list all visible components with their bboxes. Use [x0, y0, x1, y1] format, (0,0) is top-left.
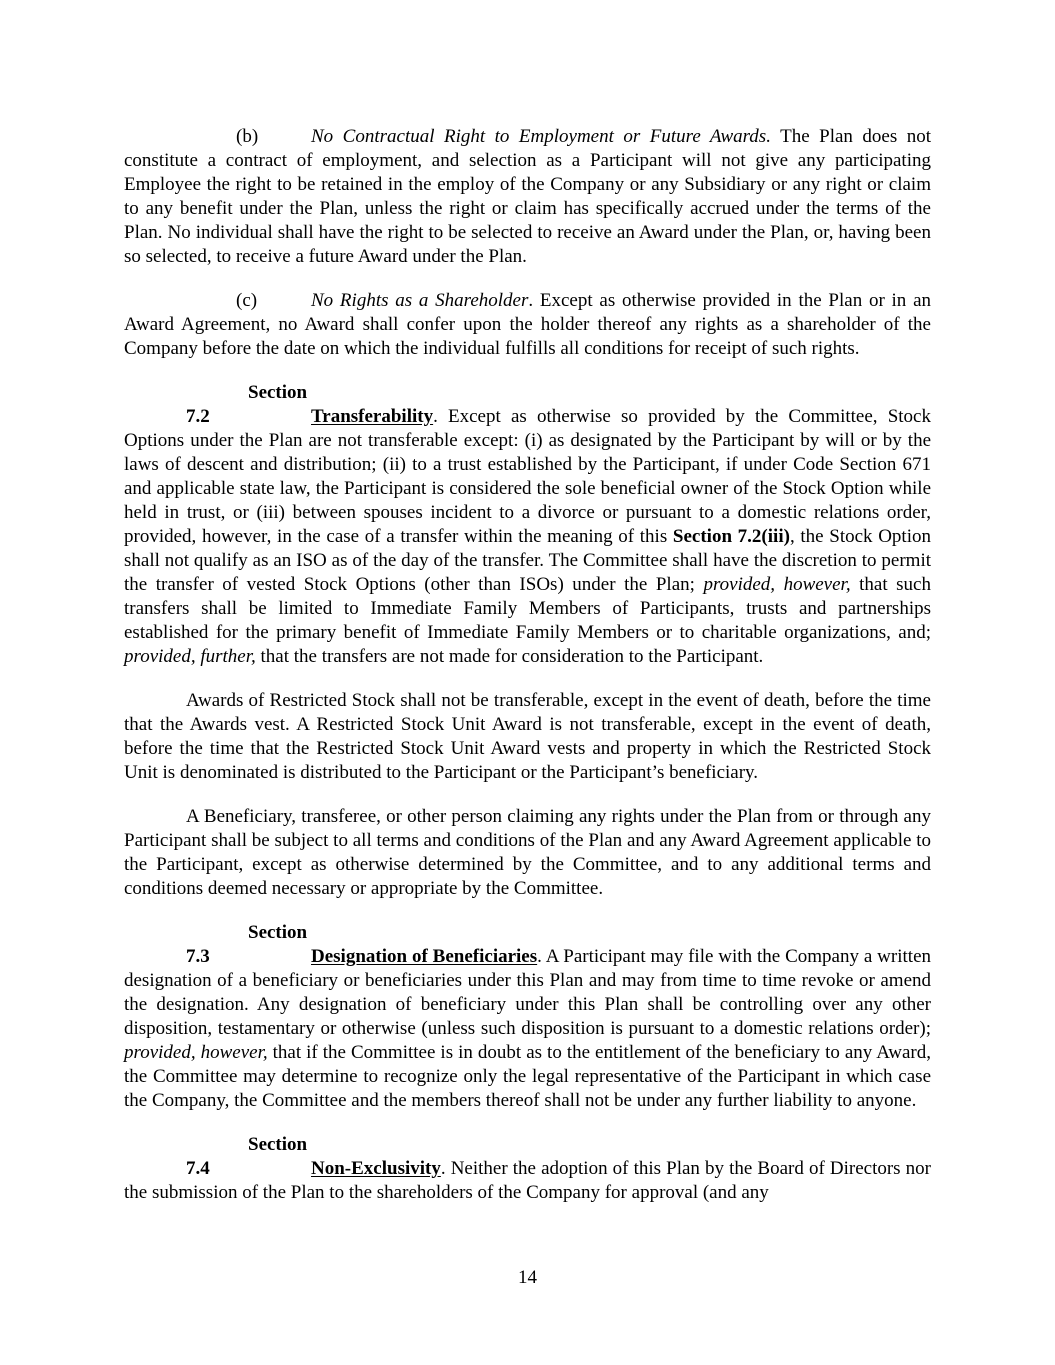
section-7-2-number: Section 7.2: [186, 382, 308, 427]
paragraph-beneficiary: A Beneficiary, transferee, or other person claiming any rights under the Plan from or through any Participant shall be subject to all terms and conditions of the Plan and any Award Agreement applicable to the Participant, except as otherwise determined by the Committee, and to any additional terms and conditions deemed necessary or appropriate by the Committee.: [124, 806, 931, 899]
section-7-4: [124, 1133, 931, 1205]
page-number: 14: [518, 1267, 537, 1288]
clause-label-b: (b): [236, 126, 259, 147]
section-7-3-number: Section 7.3: [186, 922, 308, 967]
paragraph-7-1-b: [124, 125, 931, 269]
clause-body-c: . Except as otherwise provided in the Plan or in an Award Agreement, no Award shall confer upon the holder thereof any rights as a shareholder of the Company before the date on which the individual fulfills all conditions for receipt of such rights.: [124, 290, 931, 359]
section-7-2-body-1: . Except as otherwise so provided by the Committee, Stock Options under the Plan are not transferable except: (i) as designated by the Participant by will or by the laws of descent and distribution; (ii) to a trust established by the Participant, if under Code Section 671 and applicable state law, the Participant is considered the sole beneficial owner of the Stock Option while held in trust, or (iii) between spouses incident to a divorce or pursuant to a domestic relations order, provided, however, in the case of a transfer within the meaning of this: [124, 406, 931, 547]
section-7-2: [124, 381, 931, 669]
section-7-2-reference: Section 7.2(iii): [672, 526, 790, 547]
clause-title-c: No Rights as a Shareholder: [311, 290, 529, 311]
section-7-3-proviso: provided, however,: [124, 1042, 268, 1063]
section-7-2-body-4: that the transfers are not made for consideration to the Participant.: [255, 646, 764, 667]
section-7-2-proviso-2: provided, further,: [124, 646, 256, 667]
section-7-3-heading: Designation of Beneficiaries: [311, 946, 538, 967]
section-7-4-body: . Neither the adoption of this Plan by the Board of Directors nor the submission of the Plan to the shareholders of the Company for approval (and any: [124, 1158, 931, 1203]
section-7-2-heading: Transferability: [311, 406, 434, 427]
section-7-4-number: Section 7.4: [186, 1134, 308, 1179]
section-7-4-heading: Non-Exclusivity: [311, 1158, 441, 1179]
clause-title-b: No Contractual Right to Employment or Future Awards.: [311, 126, 771, 147]
section-7-3: [124, 921, 931, 1113]
section-7-2-body-3: that such transfers shall be limited to Immediate Family Members of Participants, trusts and partnerships established for the primary benefit of Immediate Family Members or to charitable organizations, and;: [124, 574, 931, 643]
clause-label-c: (c): [236, 290, 258, 311]
paragraph-7-1-c: [124, 289, 931, 361]
clause-body-b: The Plan does not constitute a contract of employment, and selection as a Participant will not give any participating Employee the right to be retained in the employ of the Company or any Subsidiary or any right or claim to any benefit under the Plan, unless the right or claim has specifically accrued under the terms of the Plan. No individual shall have the right to be selected to receive an Award under the Plan, or, having been so selected, to receive a future Award under the Plan.: [124, 126, 931, 267]
paragraph-restricted-stock: Awards of Restricted Stock shall not be transferable, except in the event of death, before the time that the Awards vest. A Restricted Stock Unit Award is not transferable, except in the event of death, before the time that the Restricted Stock Unit Award vests and property in which the Restricted Stock Unit is denominated is distributed to the Participant or the Participant’s beneficiary.: [124, 690, 931, 783]
page-content: [124, 125, 931, 1225]
section-7-2-proviso-1: provided, however,: [703, 574, 851, 595]
section-7-2-body-2: , the Stock Option shall not qualify as an ISO as of the day of the transfer. The Committee shall have the discretion to permit the transfer of vested Stock Options (other than ISOs) under the Plan;: [124, 526, 931, 595]
section-7-3-body-2: that if the Committee is in doubt as to the entitlement of the beneficiary to any Award, the Committee may determine to recognize only the legal representative of the Participant in which case the Company, the Committee and the members thereof shall not be under any further liability to anyone.: [124, 1042, 931, 1111]
section-7-3-body-1: . A Participant may file with the Company a written designation of a beneficiary or beneficiaries under this Plan and may from time to time revoke or amend the designation. Any designation of beneficiary under this Plan shall be controlling over any other disposition, testamentary or otherwise (unless such disposition is pursuant to a domestic relations order);: [124, 946, 931, 1039]
